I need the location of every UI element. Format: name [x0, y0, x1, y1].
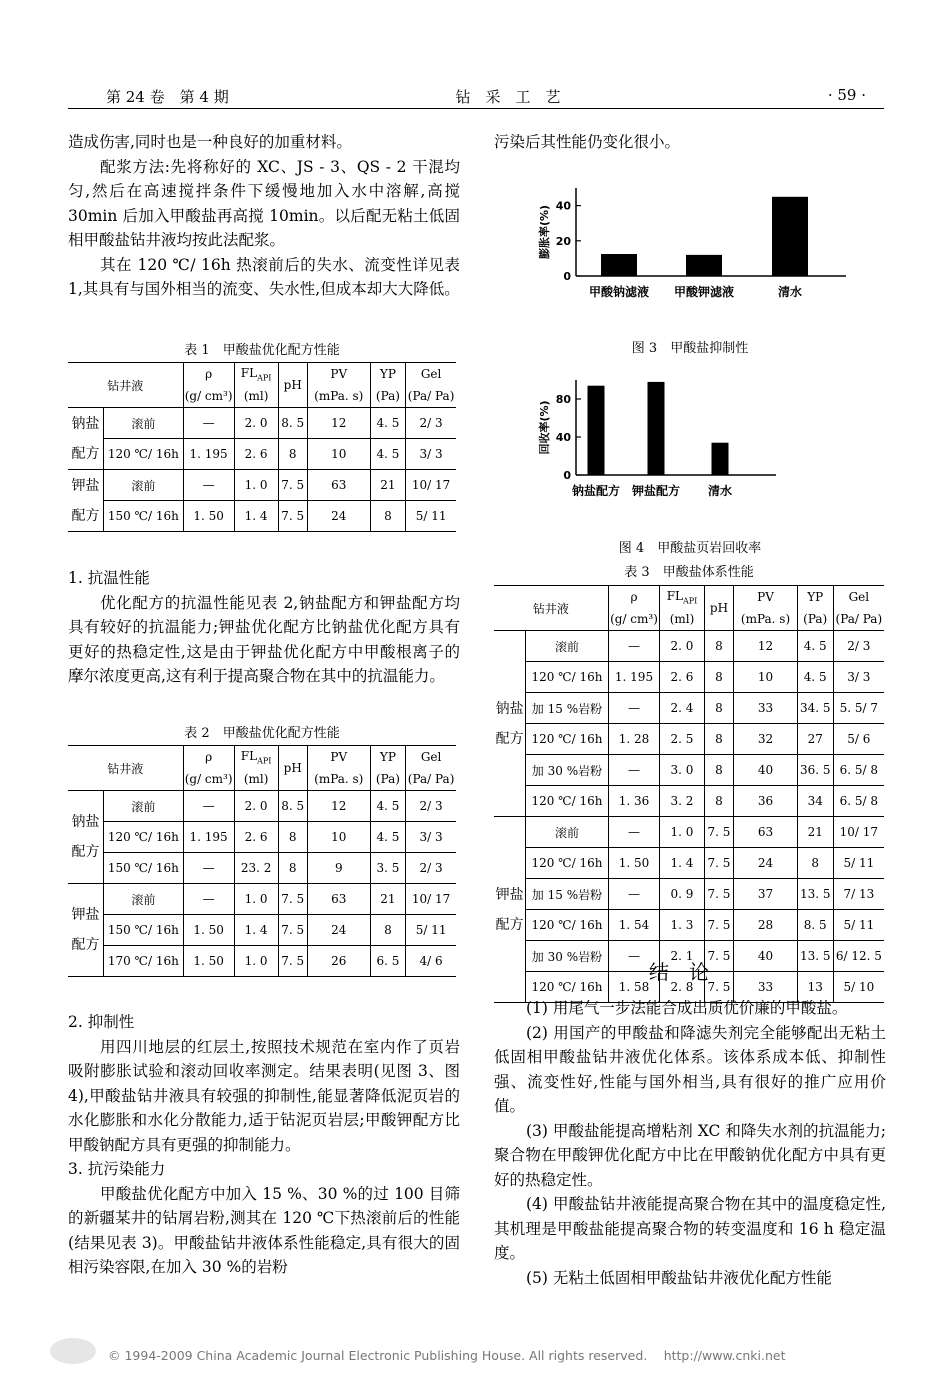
- table-cell: 120 ℃/ 16h: [526, 786, 608, 817]
- table-cell: 10/ 17: [833, 817, 884, 848]
- table-cell: 1. 195: [608, 662, 660, 693]
- table-cell: 8: [704, 755, 734, 786]
- table-row: [68, 439, 456, 470]
- table-cell: 2/ 3: [833, 631, 884, 662]
- table-cell: —: [608, 879, 660, 910]
- running-header: [68, 86, 884, 110]
- table1: [68, 362, 456, 532]
- table-cell: 5/ 11: [833, 910, 884, 941]
- table-cell: 4. 5: [370, 822, 406, 853]
- table2-caption: 表 2 甲酸盐优化配方性能: [184, 726, 340, 741]
- table-cell: 21: [370, 470, 406, 501]
- conclusion-item: (5) 无粘土低固相甲酸盐钻井液优化配方性能: [526, 1268, 832, 1287]
- table-cell: 加 30 %岩粉: [526, 941, 608, 972]
- col-header-rho: ρ: [183, 363, 234, 386]
- table-cell: 1. 0: [234, 470, 278, 501]
- col-header-unit: (ml): [234, 385, 278, 408]
- table-cell: 8. 5: [797, 910, 833, 941]
- table-cell: 36. 5: [797, 755, 833, 786]
- left-column-section1: [68, 566, 460, 689]
- table-cell: 1. 28: [608, 724, 660, 755]
- table-row: [68, 408, 456, 439]
- table3: [494, 585, 884, 1003]
- table-cell: 6/ 12. 5: [833, 941, 884, 972]
- col-header-fl: $FL_{API}$: [234, 363, 278, 386]
- table-row: [494, 786, 884, 817]
- table-cell: 7. 5: [704, 879, 734, 910]
- table-row: [68, 946, 456, 977]
- left-column: [68, 130, 460, 302]
- table-cell: 7. 5: [704, 910, 734, 941]
- table3-caption: 表 3 甲酸盐体系性能: [624, 565, 754, 580]
- category-label: 清水: [777, 285, 803, 299]
- table2: [68, 745, 456, 977]
- conclusion-item: (3) 甲酸盐能提高增粘剂 XC 和降失水剂的抗温能力;聚合物在甲酸钾优化配方中比在甲酸钠优化配方中具有更好的热稳定性。: [494, 1121, 886, 1189]
- category-label: 甲酸钾滤液: [673, 285, 735, 299]
- table-cell: 7. 5: [704, 972, 734, 1003]
- table-cell: 6. 5: [370, 946, 406, 977]
- table-cell: 7. 5: [278, 884, 307, 915]
- bar: [712, 443, 729, 475]
- table-cell: 10: [734, 662, 797, 693]
- table-cell: 4/ 6: [406, 946, 456, 977]
- table-cell: 120 ℃/ 16h: [526, 972, 608, 1003]
- table-cell: 2/ 3: [406, 408, 456, 439]
- col-header-pv: PV: [734, 586, 797, 609]
- table-row: [494, 724, 884, 755]
- table-row: [68, 853, 456, 884]
- table-cell: 5/ 11: [833, 848, 884, 879]
- table-cell: 1. 50: [608, 848, 660, 879]
- table-cell: 1. 195: [183, 822, 234, 853]
- table-cell: 3/ 3: [406, 439, 456, 470]
- table-cell: 2. 0: [234, 791, 278, 822]
- table-cell: 滚前: [104, 884, 184, 915]
- table-cell: —: [183, 853, 234, 884]
- conclusion-item: (2) 用国产的甲酸盐和降滤失剂完全能够配出无粘土低固相甲酸盐钻井液优化体系。该体系成本低、抑制性强、流变性好,性能与国外相当,具有很好的推广应用价值。: [494, 1023, 886, 1115]
- table-cell: —: [608, 755, 660, 786]
- table-cell: 34: [797, 786, 833, 817]
- paragraph: 造成伤害,同时也是一种良好的加重材料。: [68, 133, 352, 151]
- table-cell: —: [608, 817, 660, 848]
- table-cell: 7. 5: [704, 817, 734, 848]
- table-cell: —: [183, 884, 234, 915]
- bar: [686, 255, 722, 276]
- y-tick-label: 0: [563, 270, 571, 283]
- table-cell: 7. 5: [278, 946, 307, 977]
- y-tick-label: 80: [555, 393, 571, 406]
- table-cell: 滚前: [104, 408, 184, 439]
- paragraph: 污染后其性能仍变化很小。: [494, 133, 681, 151]
- table-cell: 滚前: [526, 631, 608, 662]
- col-header-unit: (g/ cm³): [183, 768, 234, 791]
- table-cell: 27: [797, 724, 833, 755]
- table-cell: 4. 5: [370, 408, 406, 439]
- journal-title: 钻 采 工 艺: [455, 88, 561, 106]
- section-heading: 1. 抗温性能: [68, 569, 150, 587]
- table1-caption: 表 1 甲酸盐优化配方性能: [184, 343, 340, 358]
- bar: [588, 386, 605, 475]
- table-cell: 1. 4: [660, 848, 704, 879]
- table-cell: 10/ 17: [406, 470, 456, 501]
- table-cell: —: [608, 693, 660, 724]
- col-header-fl: $FL_{API}$: [660, 586, 704, 609]
- table-cell: 170 ℃/ 16h: [104, 946, 184, 977]
- col-header-rho: ρ: [183, 746, 234, 769]
- table-cell: 13. 5: [797, 879, 833, 910]
- table-cell: 150 ℃/ 16h: [104, 853, 184, 884]
- col-header-ph: pH: [278, 363, 307, 408]
- table-row: [68, 470, 456, 501]
- table-cell: 6. 5/ 8: [833, 755, 884, 786]
- left-column-section2: [68, 1010, 460, 1280]
- figure3-caption: 图 3 甲酸盐抑制性: [631, 341, 749, 356]
- table-cell: 滚前: [104, 470, 184, 501]
- issue-label: 第 24 卷 第 4 期: [106, 88, 229, 106]
- table-cell: —: [183, 791, 234, 822]
- table-cell: 10: [307, 439, 370, 470]
- table-cell: 5/ 6: [833, 724, 884, 755]
- col-header-unit: (mPa. s): [307, 385, 370, 408]
- group-label: 钠盐 配方: [71, 415, 100, 462]
- col-header-ph: pH: [704, 586, 734, 631]
- table-cell: 8: [278, 439, 307, 470]
- table-cell: 40: [734, 941, 797, 972]
- table-cell: 5/ 10: [833, 972, 884, 1003]
- table-cell: 28: [734, 910, 797, 941]
- col-header-gel: Gel: [833, 586, 884, 609]
- table-cell: 8: [704, 631, 734, 662]
- col-header-unit: (ml): [234, 768, 278, 791]
- table-row: [68, 915, 456, 946]
- y-tick-label: 40: [555, 199, 571, 213]
- table-cell: 3. 0: [660, 755, 704, 786]
- table-cell: 36: [734, 786, 797, 817]
- table-cell: 2. 1: [660, 941, 704, 972]
- paragraph: 优化配方的抗温性能见表 2,钠盐配方和钾盐配方均具有较好的抗温能力;钾盐优化配方比钠盐优化配方具有更好的热稳定性,这是由于钾盐优化配方中甲酸根离子的摩尔浓度更高,这有利于提高聚合物在其中的抗温能力。: [68, 593, 460, 685]
- table-cell: 2. 8: [660, 972, 704, 1003]
- group-label: 钾盐 配方: [494, 817, 526, 1003]
- col-header-fl: $FL_{API}$: [234, 746, 278, 769]
- col-header-unit: (g/ cm³): [183, 385, 234, 408]
- col-header-unit: (Pa/ Pa): [833, 608, 884, 631]
- table-cell: 37: [734, 879, 797, 910]
- table-cell: 5/ 11: [406, 501, 456, 532]
- group-label: 钠盐 配方: [71, 814, 100, 860]
- col-header-gel: Gel: [406, 746, 456, 769]
- table-cell: 120 ℃/ 16h: [526, 910, 608, 941]
- bar: [648, 382, 665, 475]
- conclusion-body: [494, 996, 886, 1290]
- table-cell: 7. 5: [704, 848, 734, 879]
- table-cell: 4. 5: [370, 791, 406, 822]
- header-rule: [68, 108, 884, 109]
- table-cell: —: [183, 408, 234, 439]
- table-cell: 5/ 11: [406, 915, 456, 946]
- paragraph: 用四川地层的红层土,按照技术规范在室内作了页岩吸附膨胀试验和滚动回收率测定。结果表明(见图 3、图 4),甲酸盐钻井液具有较强的抑制性,能显著降低泥页岩的水化膨胀和水化分散能力,适于钻泥页岩层;甲酸钾配方比甲酸钠配方具有更强的抑制能力。: [68, 1037, 460, 1154]
- table-cell: 8: [370, 501, 406, 532]
- table-cell: 12: [734, 631, 797, 662]
- y-tick-label: 0: [563, 469, 571, 482]
- table-cell: 0. 9: [660, 879, 704, 910]
- table-cell: 63: [307, 884, 370, 915]
- table-cell: 1. 0: [234, 884, 278, 915]
- table-row: [494, 755, 884, 786]
- category-label: 清水: [707, 484, 733, 498]
- table-cell: 2. 6: [234, 439, 278, 470]
- table-cell: 1. 50: [183, 946, 234, 977]
- table-cell: 8: [704, 662, 734, 693]
- table-cell: 2. 0: [234, 408, 278, 439]
- page-number: · 59 ·: [827, 86, 866, 104]
- table-row: [494, 817, 884, 848]
- table-cell: 24: [734, 848, 797, 879]
- table-row: [68, 791, 456, 822]
- table-cell: 33: [734, 972, 797, 1003]
- y-axis-label: 回收率(%): [538, 400, 551, 455]
- table-cell: 1. 54: [608, 910, 660, 941]
- table-cell: 1. 58: [608, 972, 660, 1003]
- table-cell: 1. 0: [234, 946, 278, 977]
- col-header-unit: (mPa. s): [307, 768, 370, 791]
- category-label: 甲酸钠滤液: [588, 285, 650, 299]
- table-cell: —: [608, 941, 660, 972]
- table-cell: 21: [370, 884, 406, 915]
- section-heading: 3. 抗污染能力: [68, 1160, 166, 1178]
- table-cell: 8: [797, 848, 833, 879]
- col-header-unit: (Pa): [797, 608, 833, 631]
- paragraph: 其在 120 ℃/ 16h 热滚前后的失水、流变性详见表 1,其具有与国外相当的流变、失水性,但成本却大大降低。: [68, 255, 460, 298]
- table-cell: 4. 5: [370, 439, 406, 470]
- publisher-logo-icon: [50, 1338, 96, 1364]
- table-cell: 加 15 %岩粉: [526, 879, 608, 910]
- table-row: [494, 662, 884, 693]
- figure4-chart: [524, 370, 854, 510]
- table-cell: 120 ℃/ 16h: [104, 439, 184, 470]
- table-cell: 8: [704, 724, 734, 755]
- table-cell: 加 30 %岩粉: [526, 755, 608, 786]
- table-cell: 7. 5: [278, 470, 307, 501]
- table-cell: 3/ 3: [406, 822, 456, 853]
- conclusion-item: (4) 甲酸盐钻井液能提高聚合物在其中的温度稳定性,其机理是甲酸盐能提高聚合物的转变温度和 16 h 稳定温度。: [494, 1195, 886, 1262]
- table-cell: 24: [307, 501, 370, 532]
- conclusion-item: (1) 用尾气一步法能合成出质优价廉的甲酸盐。: [526, 999, 848, 1017]
- table-cell: 24: [307, 915, 370, 946]
- col-header-unit: (Pa): [370, 385, 406, 408]
- table-cell: 1. 195: [183, 439, 234, 470]
- table-cell: 7/ 13: [833, 879, 884, 910]
- table-cell: 2. 6: [660, 662, 704, 693]
- figure4-caption: 图 4 甲酸盐页岩回收率: [618, 541, 762, 556]
- table-row: [494, 848, 884, 879]
- table-cell: 33: [734, 693, 797, 724]
- table-cell: 150 ℃/ 16h: [104, 501, 184, 532]
- col-header-pv: PV: [307, 363, 370, 386]
- table-row: [494, 693, 884, 724]
- table-row: [494, 631, 884, 662]
- bar: [772, 197, 808, 276]
- table-cell: 8. 5: [278, 791, 307, 822]
- table-cell: 1. 36: [608, 786, 660, 817]
- table-cell: —: [183, 470, 234, 501]
- col-header-unit: (Pa/ Pa): [406, 385, 456, 408]
- table-cell: 150 ℃/ 16h: [104, 915, 184, 946]
- table-row: [494, 879, 884, 910]
- table-cell: 2. 6: [234, 822, 278, 853]
- table-cell: 8: [704, 693, 734, 724]
- table-cell: 120 ℃/ 16h: [526, 662, 608, 693]
- table-cell: 21: [797, 817, 833, 848]
- right-column-top: [494, 130, 886, 155]
- col-header-ph: pH: [278, 746, 307, 791]
- table-cell: 1. 4: [234, 501, 278, 532]
- y-tick-label: 20: [555, 234, 571, 248]
- table-cell: 63: [307, 470, 370, 501]
- table-cell: 4. 5: [797, 662, 833, 693]
- table-cell: 120 ℃/ 16h: [526, 724, 608, 755]
- table-cell: 1. 4: [234, 915, 278, 946]
- table-cell: 6. 5/ 8: [833, 786, 884, 817]
- category-label: 钾盐配方: [631, 484, 681, 498]
- table-cell: 1. 0: [660, 817, 704, 848]
- table-cell: 10/ 17: [406, 884, 456, 915]
- col-header-unit: (g/ cm³): [608, 608, 660, 631]
- col-header-yp: YP: [370, 363, 406, 386]
- group-label: 钾盐 配方: [68, 884, 104, 977]
- col-header-yp: YP: [370, 746, 406, 769]
- table-cell: 40: [734, 755, 797, 786]
- table-cell: 8: [278, 853, 307, 884]
- table-cell: 2. 5: [660, 724, 704, 755]
- table-cell: 1. 3: [660, 910, 704, 941]
- table-cell: 34. 5: [797, 693, 833, 724]
- table-cell: —: [608, 631, 660, 662]
- table-row: [68, 501, 456, 532]
- table-cell: 7. 5: [278, 501, 307, 532]
- col-header-unit: (mPa. s): [734, 608, 797, 631]
- col-header-unit: (Pa/ Pa): [406, 768, 456, 791]
- table-cell: 5. 5/ 7: [833, 693, 884, 724]
- table-cell: 8. 5: [278, 408, 307, 439]
- col-header-fluid: 钻井液: [68, 746, 183, 791]
- table-cell: 12: [307, 408, 370, 439]
- col-header-yp: YP: [797, 586, 833, 609]
- table-cell: 120 ℃/ 16h: [526, 848, 608, 879]
- table-cell: 13. 5: [797, 941, 833, 972]
- section-heading: 2. 抑制性: [68, 1013, 135, 1031]
- table-cell: 3. 2: [660, 786, 704, 817]
- table-cell: 120 ℃/ 16h: [104, 822, 184, 853]
- table-cell: 2. 0: [660, 631, 704, 662]
- table-cell: 8: [370, 915, 406, 946]
- table-cell: 3/ 3: [833, 662, 884, 693]
- y-tick-label: 40: [555, 431, 571, 444]
- table-row: [494, 910, 884, 941]
- figure3-chart: [524, 164, 854, 314]
- col-header-fluid: 钻井液: [494, 586, 608, 631]
- table-cell: 12: [307, 791, 370, 822]
- col-header-pv: PV: [307, 746, 370, 769]
- table-cell: 8: [278, 822, 307, 853]
- table-cell: 10: [307, 822, 370, 853]
- table-cell: 1. 50: [183, 501, 234, 532]
- bar: [601, 254, 637, 276]
- y-axis-label: 膨胀率(%): [538, 204, 551, 260]
- table-cell: 26: [307, 946, 370, 977]
- table-cell: 13: [797, 972, 833, 1003]
- col-header-rho: ρ: [608, 586, 660, 609]
- table-cell: 3. 5: [370, 853, 406, 884]
- group-label: 钠盐 配方: [495, 700, 524, 747]
- col-header-fluid: 钻井液: [68, 363, 183, 408]
- table-cell: 32: [734, 724, 797, 755]
- table-cell: 2/ 3: [406, 853, 456, 884]
- table-row: [68, 884, 456, 915]
- table-cell: 2. 4: [660, 693, 704, 724]
- table-cell: 9: [307, 853, 370, 884]
- conclusion-heading: 结论: [649, 960, 729, 984]
- table-cell: 1. 50: [183, 915, 234, 946]
- group-label: 钾盐 配方: [68, 470, 104, 532]
- table-row: [68, 822, 456, 853]
- table-cell: 63: [734, 817, 797, 848]
- table-cell: 7. 5: [278, 915, 307, 946]
- table-cell: 加 15 %岩粉: [526, 693, 608, 724]
- category-label: 钠盐配方: [571, 484, 621, 498]
- table-cell: 7. 5: [704, 941, 734, 972]
- table-cell: 8: [704, 786, 734, 817]
- paragraph: 配浆方法:先将称好的 XC、JS - 3、QS - 2 干混均匀,然后在高速搅拌条件下缓慢地加入水中溶解,高搅 30min 后加入甲酸盐再高搅 10min。以后配无粘土低固相甲酸盐钻井液均按此法配浆。: [68, 157, 460, 249]
- table-cell: 滚前: [104, 791, 184, 822]
- copyright-footer: © 1994-2009 China Academic Journal Electronic Publishing House. All rights reserved. http://www.cnki.net: [108, 1348, 786, 1363]
- col-header-gel: Gel: [406, 363, 456, 386]
- col-header-unit: (Pa): [370, 768, 406, 791]
- table-cell: 2/ 3: [406, 791, 456, 822]
- paragraph: 甲酸盐优化配方中加入 15 %、30 %的过 100 目筛的新疆某井的钻屑岩粉,测其在 120 ℃下热滚前后的性能(结果见表 3)。甲酸盐钻井液体系性能稳定,具有很大的固相污染容限,在加入 30 %的岩粉: [68, 1184, 460, 1276]
- table-cell: 23. 2: [234, 853, 278, 884]
- col-header-unit: (ml): [660, 608, 704, 631]
- table-cell: 4. 5: [797, 631, 833, 662]
- table-cell: 滚前: [526, 817, 608, 848]
